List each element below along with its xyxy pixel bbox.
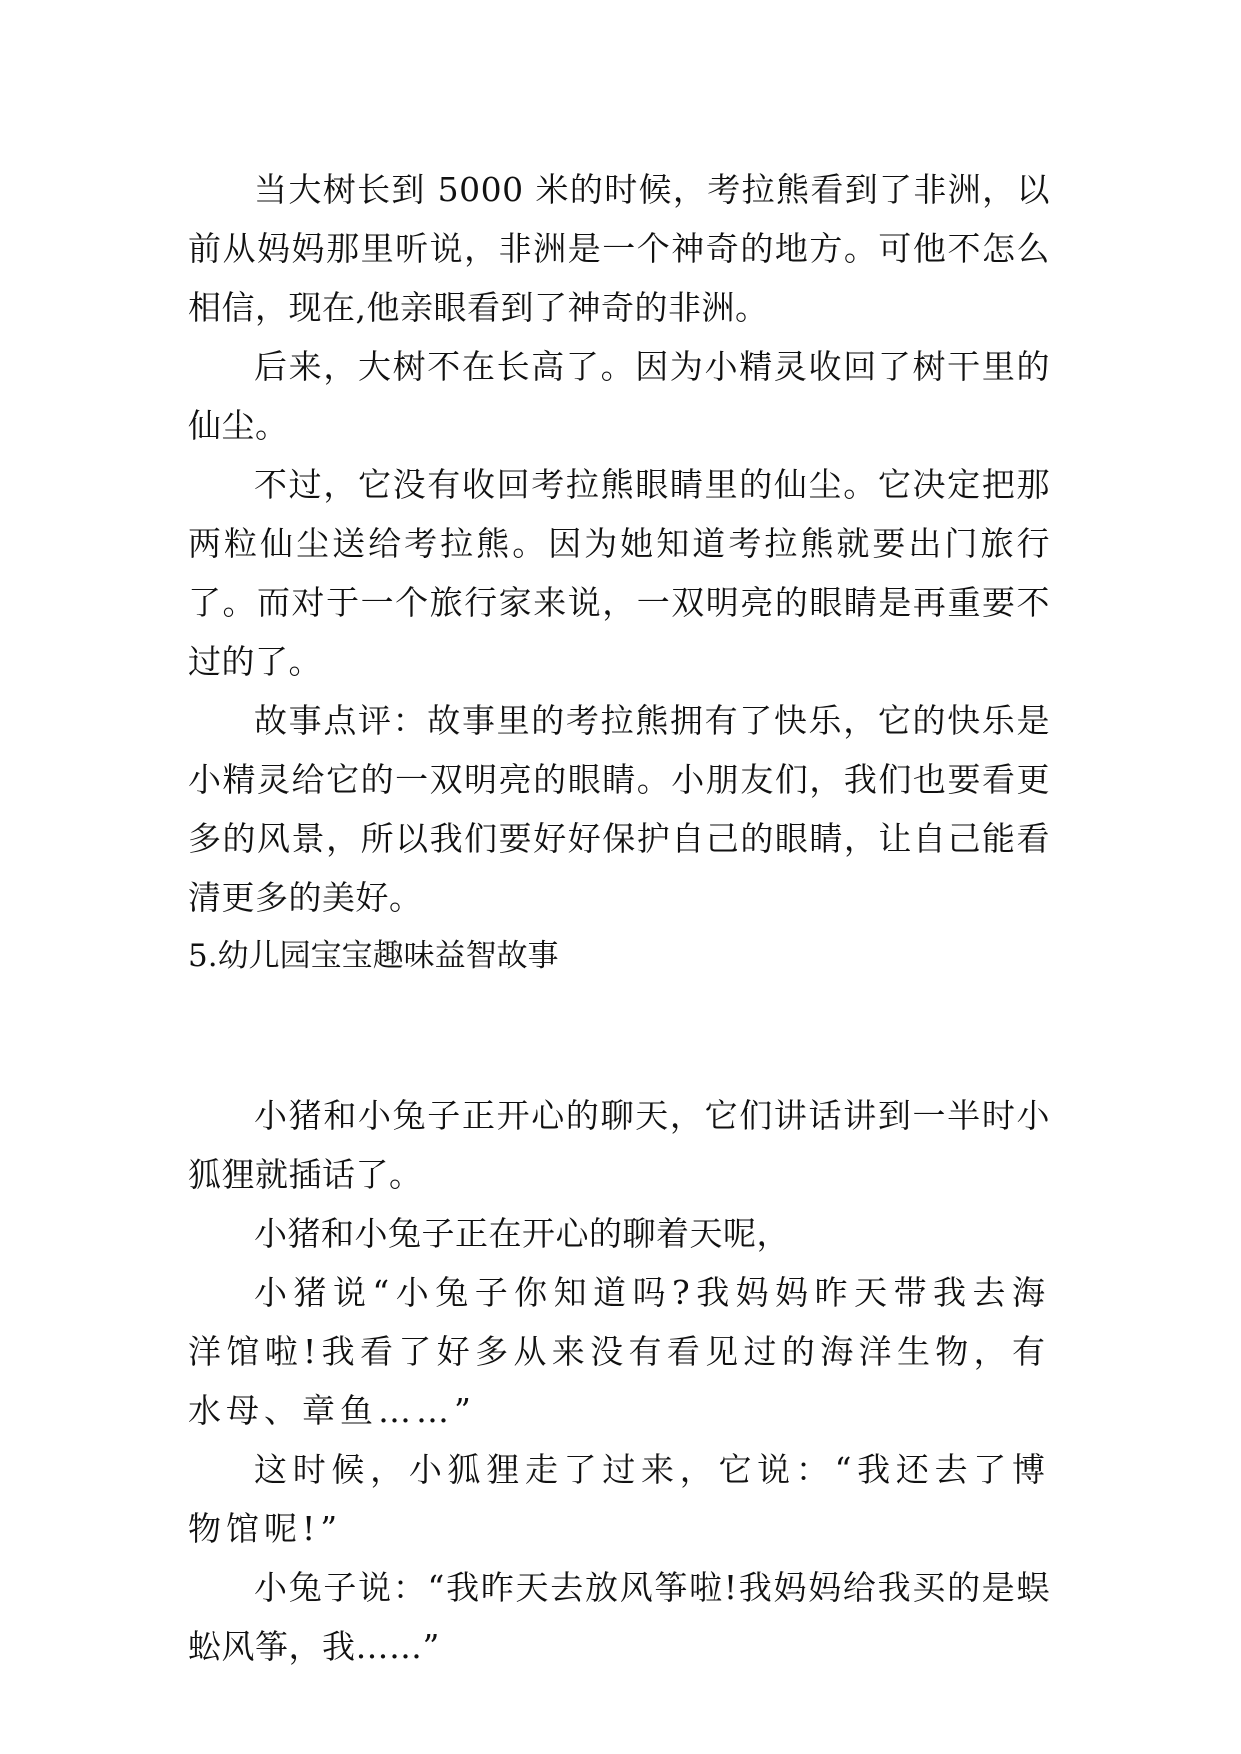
paragraph-fox-says: 这时候，小狐狸走了过来，它说：“我还去了博物馆呢!” bbox=[188, 1450, 1050, 1548]
paragraph-africa: 当大树长到 5000 米的时候，考拉熊看到了非洲，以前从妈妈那里听说，非洲是一个神奇的地方。可他不怎么相信，现在,他亲眼看到了神奇的非洲。 bbox=[188, 170, 1050, 327]
paragraph-chatting: 小猪和小兔子正开心的聊天，它们讲话讲到一半时小狐狸就插话了。 bbox=[188, 1096, 1050, 1194]
paragraph-piglet-says: 小猪说“小兔子你知道吗?我妈妈昨天带我去海洋馆啦!我看了好多从来没有看见过的海洋生物，有水母、章鱼……” bbox=[188, 1273, 1050, 1430]
paragraph-tree-stops: 后来，大树不在长高了。因为小精灵收回了树干里的仙尘。 bbox=[188, 347, 1050, 445]
section-spacer bbox=[188, 986, 1050, 1086]
document-page bbox=[188, 160, 1050, 1676]
paragraph-fairy-dust-gift: 不过，它没有收回考拉熊眼睛里的仙尘。它决定把那两粒仙尘送给考拉熊。因为她知道考拉熊就要出门旅行了。而对于一个旅行家来说，一双明亮的眼睛是再重要不过的了。 bbox=[188, 465, 1050, 681]
paragraph-story-comment: 故事点评：故事里的考拉熊拥有了快乐，它的快乐是小精灵给它的一双明亮的眼睛。小朋友们，我们也要看更多的风景，所以我们要好好保护自己的眼睛，让自己能看清更多的美好。 bbox=[188, 701, 1050, 917]
section-heading: 5.幼儿园宝宝趣味益智故事 bbox=[188, 938, 559, 974]
paragraph-chatting-2: 小猪和小兔子正在开心的聊着天呢， bbox=[254, 1214, 790, 1253]
paragraph-rabbit-says: 小兔子说：“我昨天去放风筝啦!我妈妈给我买的是蜈蚣风筝，我……” bbox=[188, 1568, 1050, 1666]
